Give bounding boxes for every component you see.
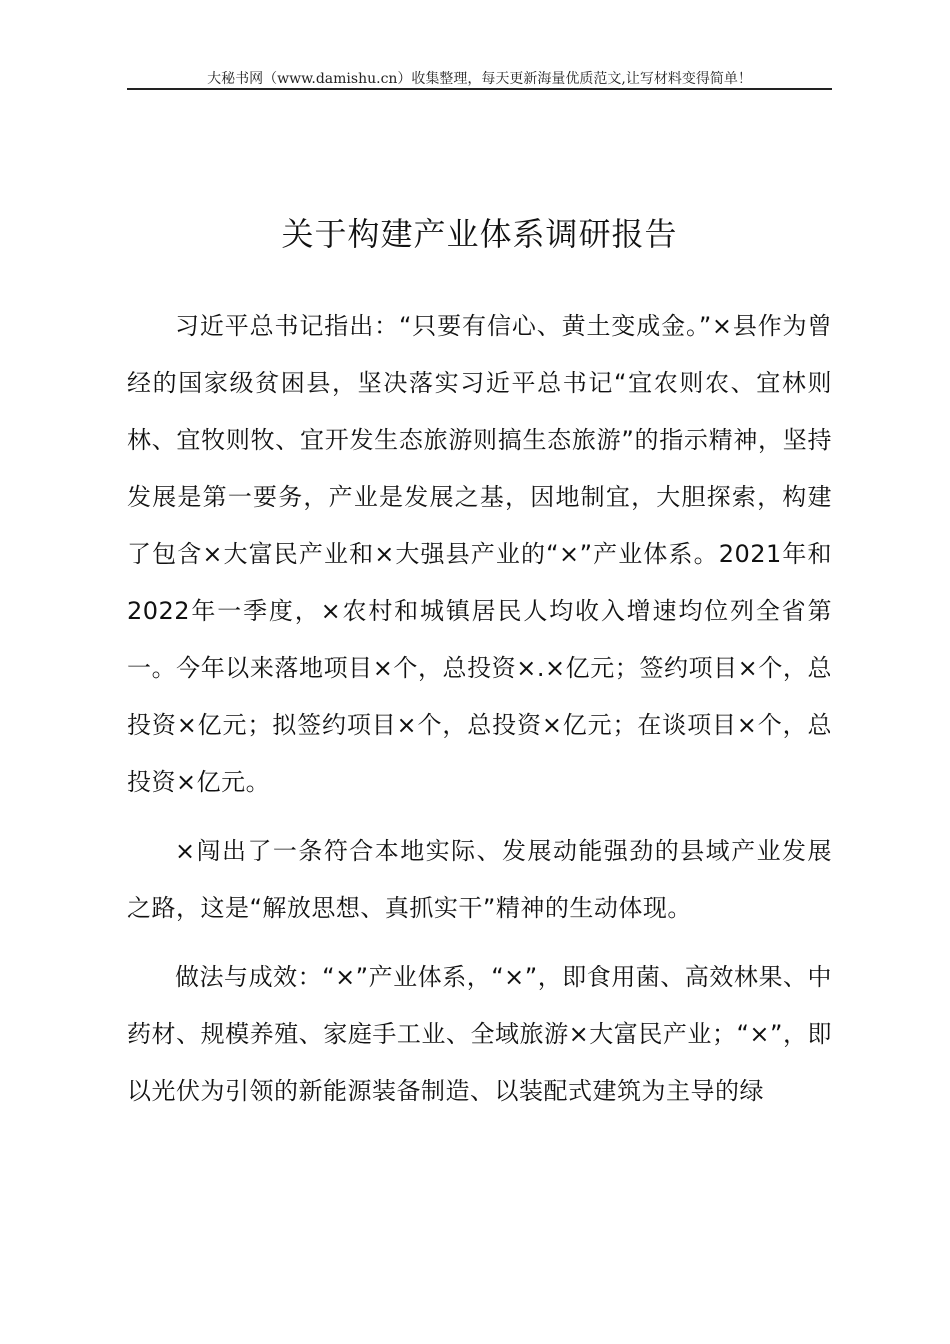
document-body (127, 298, 832, 1120)
page-header (127, 68, 832, 90)
paragraph-3: 做法与成效：“×”产业体系，“×”，即食用菌、高效林果、中药材、规模养殖、家庭手工业、全域旅游×大富民产业；“×”，即以光伏为引领的新能源装备制造、以装配式建筑为主导的绿 (127, 963, 832, 1105)
document-title: 关于构建产业体系调研报告 (281, 215, 678, 253)
header-text: 大秘书网（www.damishu.cn）收集整理，每天更新海量优质范文,让写材料变得简单！ (207, 71, 752, 87)
paragraph-1: 习近平总书记指出：“只要有信心、黄土变成金。”×县作为曾经的国家级贫困县，坚决落实习近平总书记“宜农则农、宜林则林、宜牧则牧、宜开发生态旅游则搞生态旅游”的指示精神，坚持发展是第一要务，产业是发展之基，因地制宜，大胆探索，构建了包含×大富民产业和×大强县产业的“×”产业体系。2021年和2022年一季度，×农村和城镇居民人均收入增速均位列全省第一。今年以来落地项目×个，总投资×.×亿元；签约项目×个，总投资×亿元；拟签约项目×个，总投资×亿元；在谈项目×个，总投资×亿元。 (127, 312, 832, 796)
paragraph-2: ×闯出了一条符合本地实际、发展动能强劲的县域产业发展之路，这是“解放思想、真抓实干”精神的生动体现。 (127, 837, 832, 922)
